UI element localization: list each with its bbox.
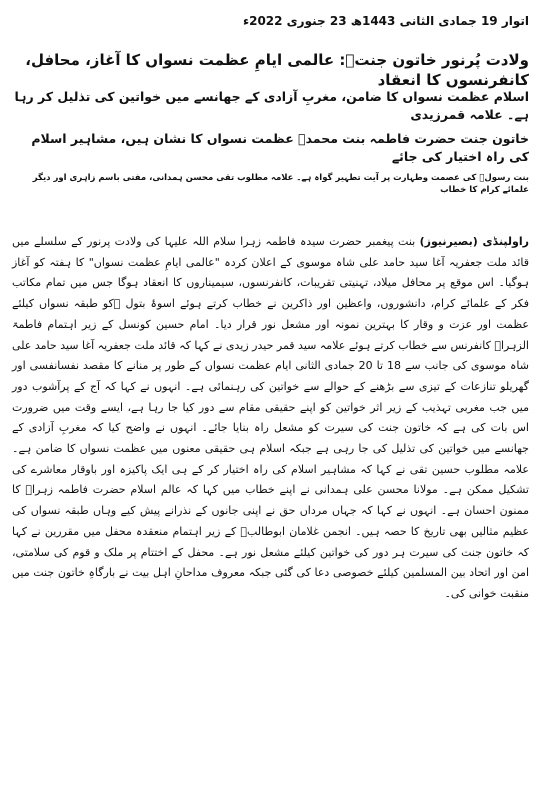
subhead-2: خاتون جنت حضرت فاطمہ بنت محمدؐ عظمت نسواں کا نشان ہیں، مشاہیر اسلام کی راہ اختیار کی جائے <box>31 131 529 164</box>
article-body <box>12 232 529 605</box>
article-text: بنت پیغمبر حضرت سیدہ فاطمہ زہرا سلام اللہ علیہا کی ولادت پرنور کے سلسلے میں قائد ملت جعفریہ آغا سید حامد علی شاہ موسوی کے اعلان کردہ "عالمی ایامِ عظمت نسواں" کا ہفتہ کو آغاز ہوگیا۔ اس موقع پر محافل میلاد، تہنیتی تقریبات، کانفرنسوں، سیمیناروں کا انعقاد ہوگا جس میں تمام مکاتب فکر کے علمائے کرام، دانشوروں، واعظین اور ذاکرین نے خطاب کرتے ہوئے اسوۂ بتول ؑکو طبقہ نسواں کیلئے عظمت اور عزت و وقار کا بہترین نمونہ اور مشعل نور قرار دیا۔ امام حسین کونسل کے زیر اہتمام فاطمۃ الزہراؑ کانفرنس سے خطاب کرتے ہوئے علامہ سید قمر حیدر زیدی نے کہا کہ قائد ملت جعفریہ آغا سید حامد علی شاہ موسوی کی جانب سے 18 تا 20 جمادی الثانی ایام عظمت نسواں کے طور پر منانے کا مقصد نفسانفسی اور گھریلو تنازعات کے تیزی سے بڑھنے کے حوالے سے خواتین کی رہنمائی ہے۔ انہوں نے کہا کہ آج کے پرآشوب دور میں جب مغربی تہذیب کے زیر اثر خواتین کو اپنے حقیقی مقام سے دور کیا جا رہا ہے، ایسے وقت میں ضرورت اس بات کی ہے کہ خاتون جنت کی سیرت کو مشعل راہ بنایا جائے۔ انہوں نے واضح کیا کہ مغربِ آزادی کے جھانسے میں خواتین کی تذلیل کی جا رہی ہے جبکہ اسلام ہی حقیقی معنوں میں عظمت نسواں کا ضامن ہے۔ علامہ مطلوب حسین تقی نے کہا کہ مشاہیر اسلام کی راہ اختیار کر کے ہی ایک پاکیزہ اور باوقار معاشرے کی تشکیل ممکن ہے۔ مولانا محسن علی ہمدانی نے اپنے خطاب میں کہا کہ عالم اسلام حضرت فاطمہ زہراؑ کا ممنون احسان ہے۔ انہوں نے کہا کہ جہاں مرداں حق نے اپنی جانوں کے نذرانے پیش کیے وہاں طبقہ نسواں کی عظیم مثالیں بھی تاریخ کا حصہ ہیں۔ انجمن غلامان ابوطالبؑ کے زیر اہتمام منعقدہ محفل میں مقررین نے کہا کہ خاتون جنت کی سیرت ہر دور کی خواتین کیلئے مشعل نور ہے۔ محفل کے اختتام پر ملک و قوم کی سلامتی، امن اور اتحاد بین المسلمین کیلئے خصوصی دعا کی گئی جبکہ معروف مداحانِ اہل بیت نے بارگاہِ خاتون جنت میں منقبت خوانی کی۔ <box>12 235 529 600</box>
speakers-note: بنت رسولؐ کی عصمت وطہارت پر آیت تطہیر گواہ ہے۔ علامہ مطلوب تقی محسن ہمدانی، مفتی باسم زاہری اور دیگر علمائے کرام کا خطاب <box>32 173 529 195</box>
headline: ولادت پُرنور خاتون جنتؑ: عالمی ایامِ عظمت نسواں کا آغاز، محافل، کانفرنسوں کا انعقاد <box>25 51 529 89</box>
article-paragraph <box>12 232 529 605</box>
subhead-1: اسلام عظمت نسواں کا ضامن، مغربِ آزادی کے جھانسے میں خواتین کی تذلیل کر رہا ہے۔ علامہ قمرزیدی <box>14 89 529 122</box>
article-lead: راولپنڈی (بصیرنیوز) <box>419 235 529 248</box>
dateline: اتوار 19 جمادی الثانی 1443ھ 23 جنوری 2022ء <box>242 14 529 28</box>
